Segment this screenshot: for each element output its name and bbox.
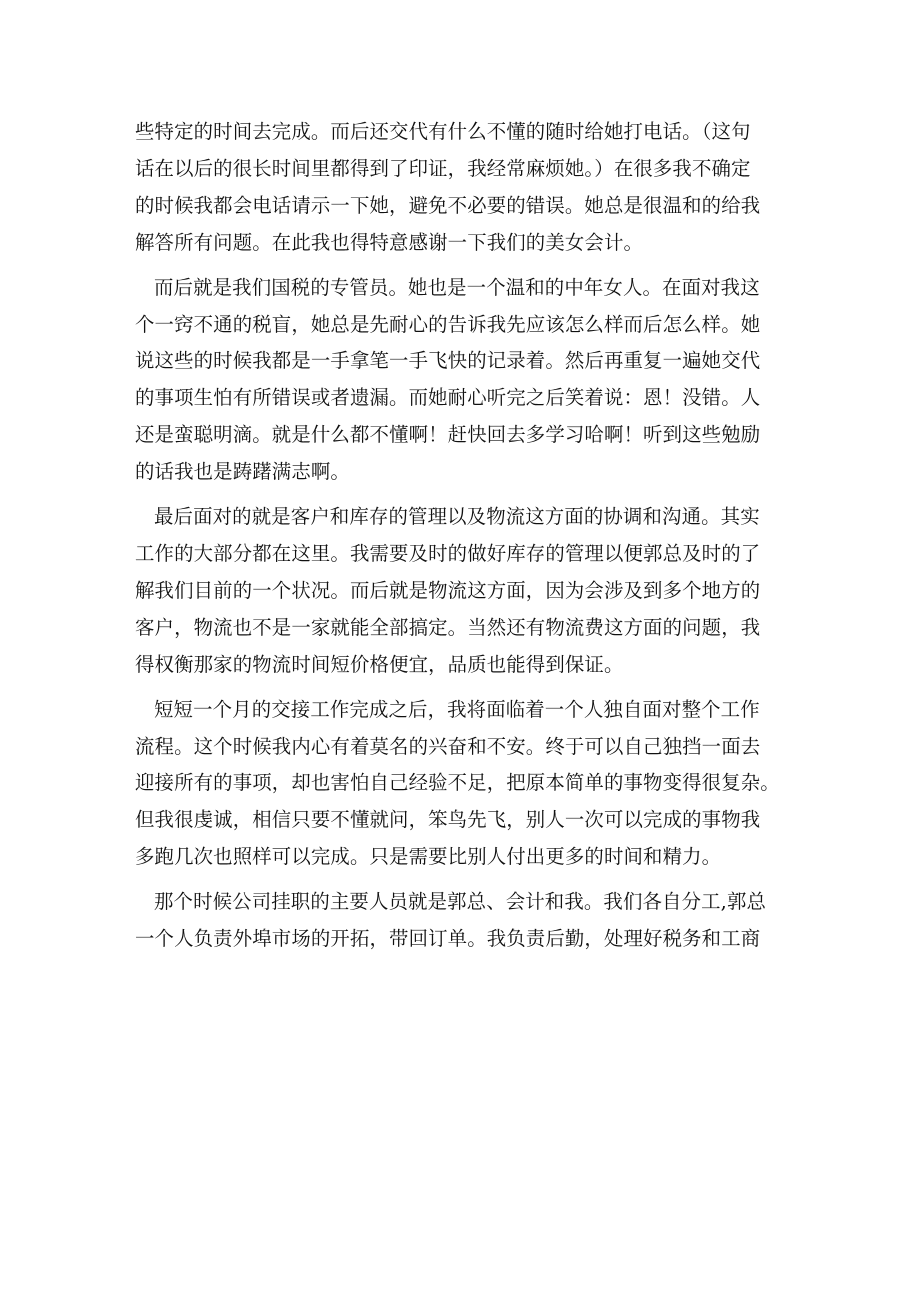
text-line: 但我很虔诚，相信只要不懂就问，笨鸟先飞，别人一次可以完成的事物我 — [135, 808, 761, 832]
text-line: 说这些的时候我都是一手拿笔一手飞快的记录着。然后再重复一遍她交代 — [135, 349, 761, 373]
text-line: 工作的大部分都在这里。我需要及时的做好库存的管理以便郭总及时的了 — [135, 541, 761, 565]
text-line: 个一窍不通的税盲，她总是先耐心的告诉我先应该怎么样而后怎么样。她 — [135, 312, 761, 336]
text-line: 客户，物流也不是一家就能全部搞定。当然还有物流费这方面的问题，我 — [135, 615, 761, 639]
text-line: 最后面对的就是客户和库存的管理以及物流这方面的协调和沟通。其实 — [154, 505, 760, 529]
text-line: 还是蛮聪明滴。就是什么都不懂啊！赶快回去多学习哈啊！听到这些勉励 — [135, 423, 761, 447]
text-line: 话在以后的很长时间里都得到了印证，我经常麻烦她。）在很多我不确定 — [135, 156, 751, 180]
text-line: 的话我也是踌躇满志啊。 — [135, 460, 350, 484]
text-line: 迎接所有的事项，却也害怕自己经验不足，把原本简单的事物变得很复杂。 — [135, 771, 780, 795]
document-body — [135, 114, 795, 966]
text-line: 解答所有问题。在此我也得特意感谢一下我们的美女会计。 — [135, 230, 644, 254]
text-line: 短短一个月的交接工作完成之后，我将面临着一个人独自面对整个工作 — [154, 697, 760, 721]
text-line: 一个人负责外埠市场的开拓，带回订单。我负责后勤，处理好税务和工商 — [135, 927, 761, 951]
paragraph-2 — [135, 270, 795, 491]
text-line: 得权衡那家的物流时间短价格便宜，品质也能得到保证。 — [135, 652, 624, 676]
text-line: 解我们目前的一个状况。而后就是物流这方面，因为会涉及到多个地方的 — [135, 578, 761, 602]
paragraph-5 — [135, 884, 795, 958]
paragraph-1 — [135, 114, 795, 262]
paragraph-4 — [135, 692, 795, 877]
text-line: 那个时候公司挂职的主要人员就是郭总、会计和我。我们各自分工,郭总 — [154, 890, 767, 914]
paragraph-3 — [135, 499, 795, 684]
text-line: 的时候我都会电话请示一下她，避免不必要的错误。她总是很温和的给我 — [135, 193, 761, 217]
text-line: 而后就是我们国税的专管员。她也是一个温和的中年女人。在面对我这 — [154, 275, 760, 299]
text-line: 的事项生怕有所错误或者遗漏。而她耐心听完之后笑着说：恩！没错。人 — [135, 386, 761, 410]
text-line: 多跑几次也照样可以完成。只是需要比别人付出更多的时间和精力。 — [135, 845, 722, 869]
text-line: 些特定的时间去完成。而后还交代有什么不懂的随时给她打电话。（这句 — [135, 120, 751, 143]
text-line: 流程。这个时候我内心有着莫名的兴奋和不安。终于可以自己独挡一面去 — [135, 734, 761, 758]
